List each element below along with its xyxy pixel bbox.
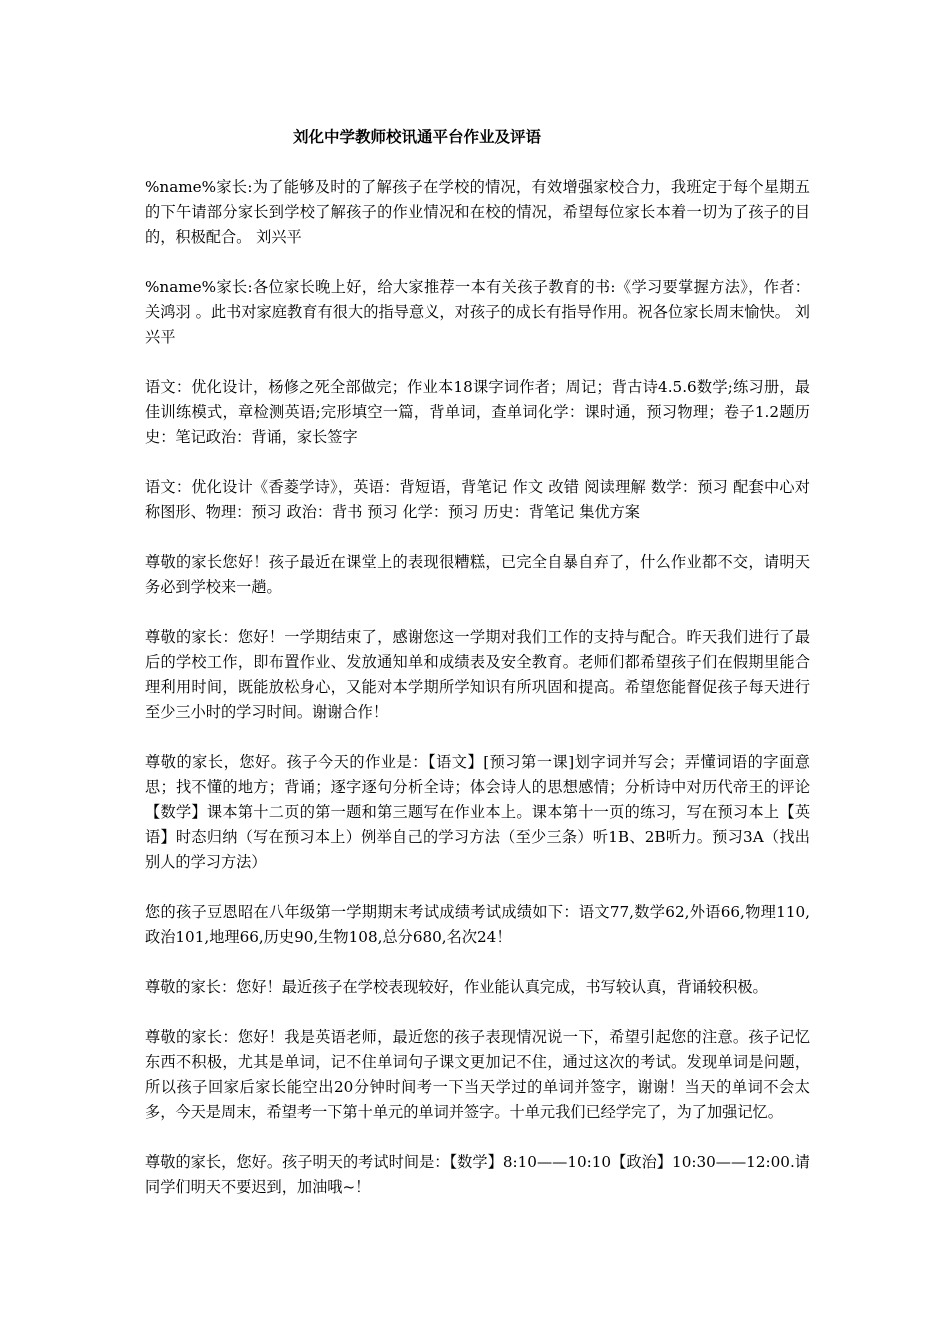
paragraph-good-performance: 尊敬的家长：您好！最近孩子在学校表现较好，作业能认真完成，书写较认真，背诵较积极。 bbox=[145, 978, 768, 996]
paragraph-homework-1: 语文：优化设计，杨修之死全部做完；作业本18课字词作者；周记；背古诗4.5.6数学;练习册，最佳训练模式，章检测英语;完形填空一篇，背单词，查单词化学：课时通，预习物理；卷子1.2题历史：笔记政治：背诵，家长签字 bbox=[145, 378, 810, 446]
document-page bbox=[145, 126, 810, 1225]
paragraph-english-teacher: 尊敬的家长：您好！我是英语老师，最近您的孩子表现情况说一下，希望引起您的注意。孩子记忆东西不积极，尤其是单词，记不住单词句子课文更加记不住，通过这次的考试。发现单词是问题，所以孩子回家后家长能空出20分钟时间考一下当天学过的单词并签字，谢谢！当天的单词不会太多，今天是周末，希望考一下第十单元的单词并签字。十单元我们已经学完了，为了加强记忆。 bbox=[145, 1028, 810, 1121]
paragraph-exam-schedule: 尊敬的家长，您好。孩子明天的考试时间是：【数学】8:10——10:10【政治】10:30——12:00.请同学们明天不要迟到，加油哦~！ bbox=[145, 1153, 810, 1196]
paragraph-class-notice: %name%家长:为了能够及时的了解孩子在学校的情况，有效增强家校合力，我班定于每个星期五的下午请部分家长到学校了解孩子的作业情况和在校的情况，希望每位家长本着一切为了孩子的目的，积极配合。 刘兴平 bbox=[145, 178, 810, 246]
paragraph-homework-2: 语文：优化设计《香菱学诗》，英语：背短语，背笔记 作文 改错 阅读理解 数学：预习 配套中心对称图形、物理：预习 政治：背书 预习 化学：预习 历史：背笔记 集优方案 bbox=[145, 478, 810, 521]
paragraph-behavior-warning: 尊敬的家长您好！孩子最近在课堂上的表现很糟糕，已完全自暴自弃了，什么作业都不交，请明天务必到学校来一趟。 bbox=[145, 553, 810, 596]
paragraph-semester-end: 尊敬的家长：您好！一学期结束了，感谢您这一学期对我们工作的支持与配合。昨天我们进行了最后的学校工作，即布置作业、发放通知单和成绩表及安全教育。老师们都希望孩子们在假期里能合理利用时间，既能放松身心，又能对本学期所学知识有所巩固和提高。希望您能督促孩子每天进行至少三小时的学习时间。谢谢合作！ bbox=[145, 628, 810, 721]
paragraph-exam-scores: 您的孩子豆恩昭在八年级第一学期期末考试成绩考试成绩如下：语文77,数学62,外语66,物理110,政治101,地理66,历史90,生物108,总分680,名次24！ bbox=[145, 903, 810, 946]
paragraph-homework-3: 尊敬的家长，您好。孩子今天的作业是：【语文】[预习第一课]划字词并写会；弄懂词语的字面意思；找不懂的地方；背诵；逐字逐句分析全诗；体会诗人的思想感情；分析诗中对历代帝王的评论【数学】课本第十二页的第一题和第三题写在作业本上。课本第十一页的练习，写在预习本上【英语】时态归纳（写在预习本上）例举自己的学习方法（至少三条）听1B、2B听力。预习3A（找出别人的学习方法） bbox=[145, 753, 810, 871]
document-title: 刘化中学教师校讯通平台作业及评语 bbox=[293, 127, 542, 146]
paragraph-book-recommendation: %name%家长:各位家长晚上好，给大家推荐一本有关孩子教育的书:《学习要掌握方法》，作者：关鸿羽 。此书对家庭教育有很大的指导意义，对孩子的成长有指导作用。祝各位家长周末愉快。 刘兴平 bbox=[145, 278, 810, 346]
